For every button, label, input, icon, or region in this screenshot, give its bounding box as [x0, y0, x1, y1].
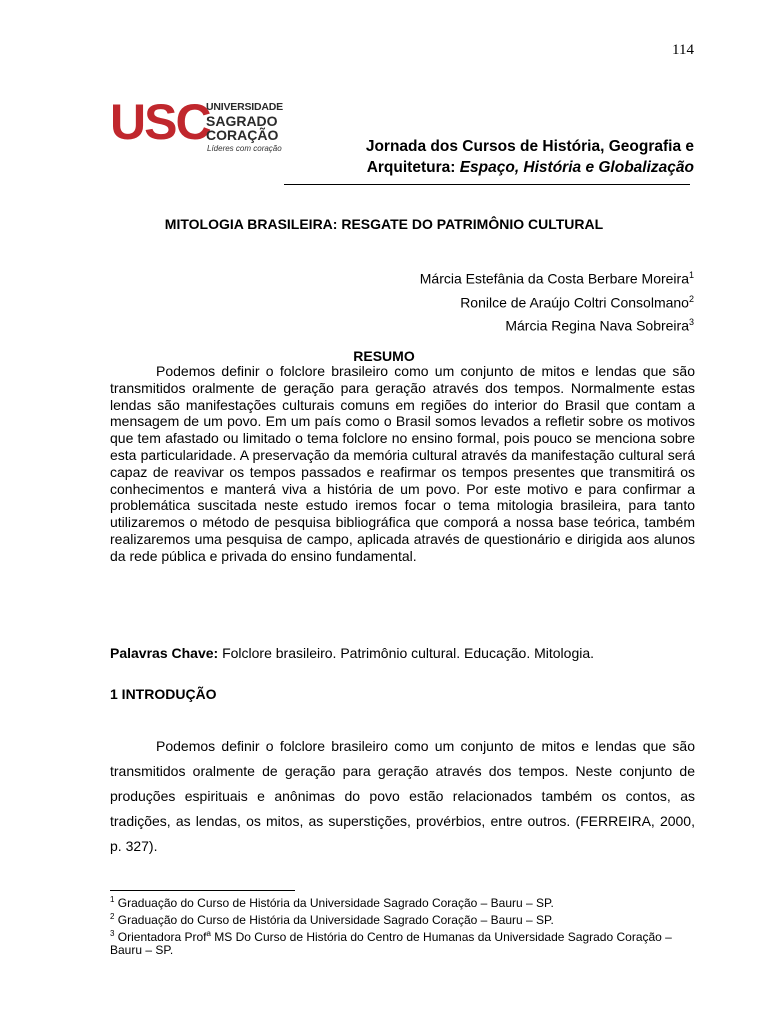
page-number: 114	[672, 42, 694, 58]
footnote-text-continued: MS Do Curso de História do Centro de Humanas da Universidade Sagrado Coração – Bauru – SP.	[110, 930, 672, 957]
footnote-text: Graduação do Curso de História da Universidade Sagrado Coração – Bauru – SP.	[114, 896, 554, 910]
logo-line-3: CORAÇÃO	[206, 127, 279, 143]
keywords-label: Palavras Chave:	[110, 645, 219, 661]
footnote-ordinal-sup: a	[206, 929, 211, 938]
logo-line-2: SAGRADO	[206, 113, 278, 129]
footnote-text: Graduação do Curso de História da Universidade Sagrado Coração – Bauru – SP.	[114, 913, 554, 927]
introduction-paragraph: Podemos definir o folclore brasileiro como um conjunto de mitos e lendas que são transmitidos oralmente de geração para geração através dos tempos. Neste conjunto de produções espirituais e anônimas do povo estão relacionados também os contos, as tradições, as lendas, os mitos, as superstições, provérbios, entre outros. (FERREIRA, 2000, p. 327).	[110, 738, 695, 854]
author-footnote-ref[interactable]: 2	[688, 293, 694, 304]
footnote	[110, 910, 695, 927]
event-title-subtitle: Espaço, História e Globalização	[459, 159, 694, 176]
abstract-body: Podemos definir o folclore brasileiro como um conjunto de mitos e lendas que são transmitidos oralmente de geração para geração através dos tempos. Normalmente estas lendas são manifestações culturais comuns em regiões do interior do Brasil que contam a mensagem de um povo. Em um país como o Brasil somos levados a refletir sobre os motivos que tem afastado ou limitado o tema folclore no ensino formal, pois pouco se menciona sobre esta particularidade. A preservação da memória cultural através da manifestação cultural será capaz de reavivar os tempos passados e reafirmar os tempos presentes que transmitirá os conhecimentos e manterá viva a história de um povo. Por este motivo e para confirmar a problemática suscitada neste estudo iremos focar o tema mitologia brasileira, para tanto utilizaremos o método de pesquisa bibliográfica que comporá a nossa base teórica, também realizaremos uma pesquisa de campo, aplicada através de questionário e dirigida aos alunos da rede pública e privada do ensino fundamental.	[110, 363, 695, 564]
logo-abbrev: USC	[110, 94, 210, 150]
usc-logo	[110, 94, 290, 158]
keywords	[110, 645, 695, 662]
author-list	[420, 265, 694, 336]
logo-wordmark	[206, 100, 283, 142]
footnote	[110, 927, 695, 957]
author-footnote-ref[interactable]: 1	[688, 270, 694, 280]
paper-title: MITOLOGIA BRASILEIRA: RESGATE DO PATRIMÔNIO CULTURAL	[164, 216, 604, 232]
keywords-list: Folclore brasileiro. Patrimônio cultural. Educação. Mitologia.	[218, 645, 595, 661]
section-heading-introduction: 1 INTRODUÇÃO	[110, 686, 217, 702]
footnote	[110, 893, 695, 910]
event-title-line-2	[366, 157, 694, 178]
footnote-number: 3	[110, 929, 115, 938]
logo-line-1: UNIVERSIDADE	[206, 101, 283, 113]
author	[420, 265, 694, 289]
author-name: Ronilce de Araújo Coltri Consolmano	[460, 294, 689, 311]
author	[420, 289, 694, 313]
footnote-text: Orientadora Prof	[114, 930, 207, 944]
author-name: Márcia Regina Nava Sobreira	[505, 317, 689, 334]
author	[420, 312, 694, 336]
footnotes	[110, 893, 695, 957]
event-title-line-1: Jornada dos Cursos de História, Geografia e	[365, 138, 694, 155]
event-title-prefix: Arquitetura:	[366, 159, 460, 176]
abstract-heading: RESUMO	[353, 348, 415, 364]
header-rule	[284, 184, 690, 185]
author-name: Márcia Estefânia da Costa Berbare Moreira	[419, 270, 689, 287]
footnote-number: 1	[110, 895, 115, 904]
event-title	[366, 136, 694, 178]
logo-tagline: Líderes com coração	[207, 144, 282, 153]
footnote-number: 2	[110, 912, 115, 921]
footnote-rule	[110, 890, 295, 891]
author-footnote-ref[interactable]: 3	[688, 317, 694, 328]
